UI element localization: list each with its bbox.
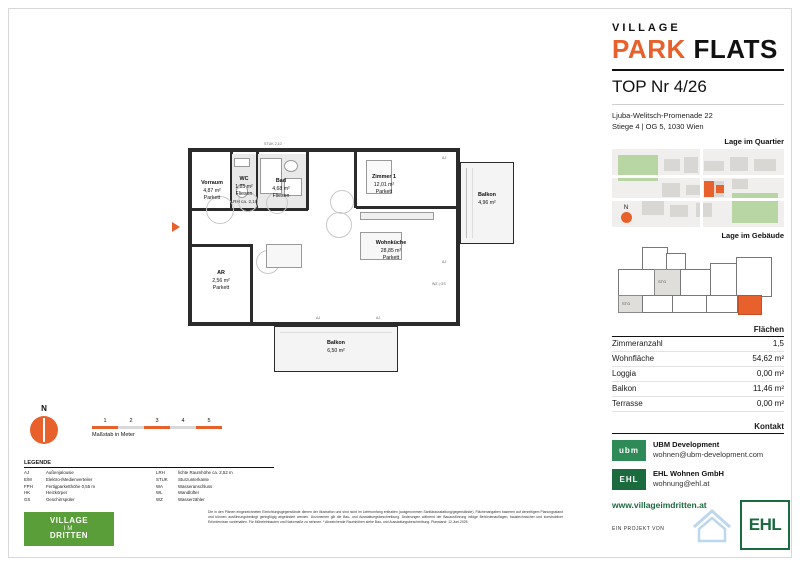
room-label-wc: WC 1,85 m² Fliesen LRH ca. 2,10 (230, 176, 258, 204)
legend-title: LEGENDE (24, 460, 274, 468)
kontakt-title: Kontakt (612, 422, 784, 434)
kitchen-counter (360, 212, 434, 220)
ehl-logo: EHL (612, 469, 646, 490)
scale-tick: 2 (129, 418, 133, 424)
plan-tag-aj-4: AJ (376, 316, 381, 320)
wall-interior (306, 152, 309, 210)
list-item: E/M Elektro-/Medienverteiler (24, 476, 93, 482)
room-label-bad: Bad 4,68 m² Fliesen (272, 178, 290, 200)
room-label-balkon-east: Balkon 4,96 m² (478, 192, 496, 206)
top-number: TOP Nr 4/26 (612, 77, 707, 96)
brand-divider (612, 69, 784, 71)
address-line-1: Ljuba-Welitsch-Promenade 22 (612, 111, 713, 120)
list-item: WZ Wasserzähler (156, 497, 205, 503)
wall-interior (356, 206, 460, 209)
table-row (612, 382, 784, 397)
plan-tag-aj-3: AJ (316, 316, 321, 320)
flaechen-label: Loggia (612, 369, 637, 379)
project-by-label: EIN PROJEKT VON (612, 526, 665, 532)
wall-interior (250, 244, 253, 324)
legend-col-right (156, 470, 274, 504)
scale-tick: 5 (207, 418, 211, 424)
contact-ehl (612, 463, 784, 492)
flaechen-value: 1,5 (772, 339, 784, 349)
dining-table (266, 244, 302, 268)
compass-dot (621, 212, 632, 223)
list-item: GS Geschirrspüler (24, 497, 75, 503)
legend-col-left (24, 470, 142, 504)
right-info-panel (612, 22, 784, 510)
flaechen-label: Terrasse (612, 399, 643, 409)
flaechen-title: Flächen (612, 325, 784, 337)
address-divider (612, 104, 784, 105)
plan-tag-stuk: STUK 2,10 (264, 142, 282, 146)
flaechen-table (612, 337, 784, 412)
flaechen-value: 0,00 m² (756, 399, 784, 409)
floorplan (170, 140, 496, 385)
address-line-2: Stiege 4 | OG 5, 1030 Wien (612, 121, 704, 131)
table-row (612, 352, 784, 367)
scale-tick: 1 (103, 418, 107, 424)
quartier-compass (615, 205, 637, 223)
gebaeude-unit-highlight (738, 295, 762, 315)
room-label-vorraum: Vorraum 4,87 m² Parkett (201, 180, 223, 202)
ubm-house-icon (690, 505, 734, 545)
ehl-email[interactable]: wohnung@ehl.at (653, 479, 710, 489)
disclaimer-text: Die in den Plänen eingezeichneten Einrichtungsgegenstände dienen der Illustration und sind nicht im Lieferumfang enthalten (ausgenommen Sanitärausstattung/gegenstände). Flächenangaben basieren auf derzeitigem Planungsstand und können ausführungsbedingt geringfügig abgeändert werden. Unzonemen gilt die Bau- und Ausstattungsbeschreibung. Änderungen während der Bauausführung infolge Behördenauflagen, baustechnischer und konstruktiver Erfordernisse vorbehalten. Für Möbeleinbauten und Naturmaße zu nehmen. * Abweichende Raumhöhen siehe Bau- und Ausstattungsbeschreibung. Planstand: 12.Juni.2025 (208, 510, 563, 525)
village-im-dritten-logo: VILLAGE IM DRITTEN (24, 512, 114, 546)
table-row (612, 337, 784, 352)
ubm-email[interactable]: wohnen@ubm-development.com (653, 450, 764, 460)
flaechen-label: Balkon (612, 384, 637, 394)
list-item: AJ Außenjalousie (24, 470, 74, 475)
room-label-ar: AR 2,56 m² Parkett (212, 270, 230, 292)
scale-tick: 3 (155, 418, 159, 424)
table-row (612, 397, 784, 412)
plan-tag-aj-2: AJ (442, 260, 447, 264)
compass-dial-icon (30, 416, 58, 444)
flaechen-label: Zimmeranzahl (612, 339, 663, 349)
ehl-name: EHL Wohnen GmbH (653, 468, 724, 478)
wc-sink (234, 158, 250, 167)
section-gebaeude-label: Lage im Gebäude (721, 230, 784, 240)
plan-tag-aj-1: AJ (442, 156, 447, 160)
list-item: WA Wasseranschluss (156, 483, 213, 489)
flaechen-value: 0,00 m² (756, 369, 784, 379)
room-label-balkon-south: Balkon 6,50 m² (327, 340, 345, 354)
brand-flats: FLATS (693, 34, 778, 64)
ehl-footer-logo: EHL (740, 500, 790, 550)
wall-interior (192, 244, 252, 247)
ubm-name: UBM Development (653, 439, 720, 449)
list-item: HK Heizkörper (24, 490, 68, 496)
list-item: WL Wandlüfter (156, 490, 200, 496)
scale-tick: 4 (181, 418, 185, 424)
brand-park: PARK (612, 34, 686, 64)
table-row (612, 367, 784, 382)
brand-title (612, 36, 784, 62)
compass-n-label: N (623, 204, 629, 211)
scale-segments (92, 426, 222, 429)
list-item: LRH lichte Raumhöhe ca. 2,52 m (156, 470, 233, 475)
quartier-map (612, 149, 784, 227)
wall-left (188, 148, 192, 326)
bath-sink (284, 160, 298, 172)
room-label-wohnkueche: Wohnküche 28,85 m² Parkett (375, 240, 407, 262)
flaechen-value: 11,46 m² (753, 384, 784, 394)
scale-bar (92, 418, 222, 438)
ubm-logo: ubm (612, 440, 646, 461)
quartier-highlight (704, 181, 714, 197)
website-link[interactable]: www.villageimdritten.at (612, 499, 707, 510)
list-item: STUK Sturzunterkante (156, 476, 209, 482)
entry-arrow-icon (172, 222, 180, 232)
list-item: FPH Fertigparketthöhe 0,55 m (24, 483, 96, 489)
compass-label: N (41, 404, 47, 413)
legend (24, 460, 274, 504)
wall-top (188, 148, 460, 152)
room-label-zimmer1: Zimmer 1 12,01 m² Parkett (372, 174, 396, 196)
flaechen-label: Wohnfläche (612, 354, 655, 364)
plan-compass (24, 404, 64, 444)
brand-village: VILLAGE (612, 22, 681, 34)
gebaeude-diagram: STG STG (612, 243, 784, 319)
scale-caption: Maßstab in Meter (92, 432, 135, 438)
section-quartier-label: Lage im Quartier (724, 136, 784, 146)
plan-tag-wz: WZ | GS (432, 282, 446, 286)
contact-ubm (612, 434, 784, 463)
flaechen-value: 54,62 m² (752, 354, 784, 364)
